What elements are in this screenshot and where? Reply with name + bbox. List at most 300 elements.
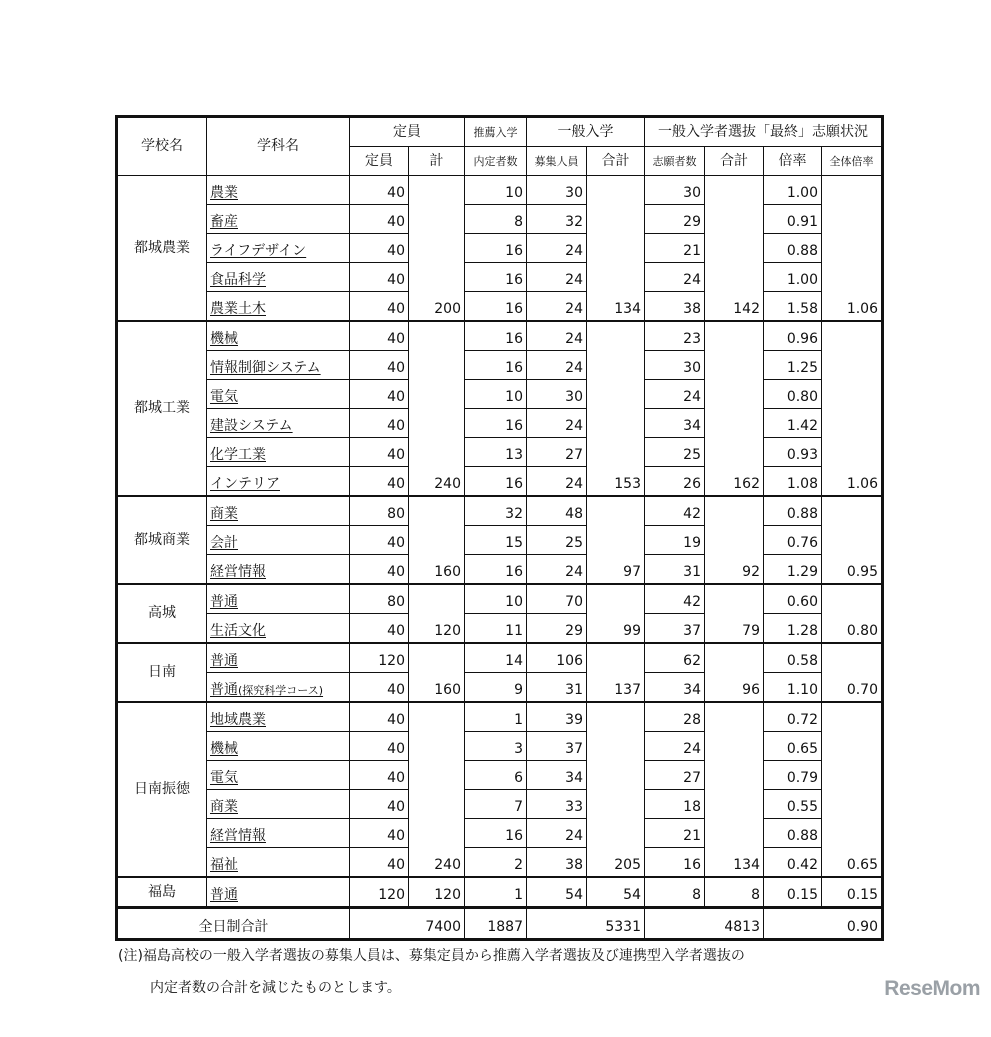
shigan-gokei-cell [705,234,764,263]
dept-name [207,205,350,234]
resemom-logo: ReseMom [884,977,980,1000]
teiin-cell: 40 [350,263,409,292]
shigan-gokei-cell [705,702,764,732]
note-line-2: 内定者数の合計を減じたものとします。 [150,980,401,996]
shigan-cell: 34 [645,673,705,703]
zentai-cell: 0.65 [822,848,883,878]
shigan-cell: 19 [645,526,705,555]
total-naitei: 1887 [465,908,527,940]
bairitsu-cell: 0.65 [764,732,822,761]
boshu-gokei-cell [587,702,645,732]
teiin-cell: 40 [350,321,409,351]
table-row [117,702,883,732]
header-ippan-group: 一般入学 [527,117,645,147]
shigan-cell: 42 [645,584,705,614]
bairitsu-cell: 0.15 [764,877,822,908]
bairitsu-cell: 1.10 [764,673,822,703]
table-row [117,496,883,526]
teiin-cell: 40 [350,467,409,497]
total-shigan-gokei: 4813 [645,908,764,940]
shigan-cell: 34 [645,409,705,438]
bairitsu-cell: 0.96 [764,321,822,351]
teiin-cell: 40 [350,702,409,732]
naitei-cell: 8 [465,205,527,234]
zentai-cell [822,321,883,351]
dept-name [207,877,350,908]
teiin-cell: 40 [350,526,409,555]
boshu-gokei-cell [587,790,645,819]
boshu-cell: 24 [527,409,587,438]
table-row [117,790,883,819]
bairitsu-cell: 0.91 [764,205,822,234]
dept-name [207,702,350,732]
table-row [117,263,883,292]
enrollment-table [115,115,884,941]
teiin-cell: 40 [350,438,409,467]
shigan-cell: 62 [645,643,705,673]
bairitsu-cell: 1.29 [764,555,822,585]
dept-label: 建設システム [210,418,293,434]
header-bairitsu: 倍率 [764,147,822,176]
shigan-cell: 29 [645,205,705,234]
table-row [117,467,883,497]
boshu-gokei-cell [587,234,645,263]
dept-name [207,673,350,703]
shigan-gokei-cell: 92 [705,555,764,585]
teiin-cell: 40 [350,673,409,703]
shigan-gokei-cell: 96 [705,673,764,703]
naitei-cell: 7 [465,790,527,819]
kei-cell [409,496,465,526]
bairitsu-cell: 0.79 [764,761,822,790]
shigan-cell: 30 [645,351,705,380]
shigan-cell: 24 [645,380,705,409]
bairitsu-cell: 0.80 [764,380,822,409]
kei-cell [409,176,465,205]
teiin-cell: 120 [350,877,409,908]
boshu-cell: 30 [527,380,587,409]
zentai-cell [822,263,883,292]
bairitsu-cell: 1.00 [764,263,822,292]
notes [118,947,980,1007]
boshu-gokei-cell [587,263,645,292]
header-suisen-group: 推薦入学 [465,117,527,147]
zentai-cell: 0.15 [822,877,883,908]
table-body [117,176,883,908]
naitei-cell: 16 [465,467,527,497]
boshu-gokei-cell: 137 [587,673,645,703]
shigan-cell: 16 [645,848,705,878]
shigan-gokei-cell: 142 [705,292,764,322]
dept-name [207,526,350,555]
dept-label: 経営情報 [210,828,266,844]
zentai-cell [822,438,883,467]
dept-label: 商業 [210,506,238,522]
shigan-cell: 37 [645,614,705,644]
dept-name [207,761,350,790]
dept-name [207,351,350,380]
dept-name [207,790,350,819]
total-kei: 7400 [350,908,465,940]
naitei-cell: 16 [465,819,527,848]
boshu-gokei-cell [587,438,645,467]
teiin-cell: 40 [350,555,409,585]
header-shigansha: 志願者数 [645,147,705,176]
teiin-cell: 40 [350,790,409,819]
naitei-cell: 16 [465,321,527,351]
shigan-cell: 25 [645,438,705,467]
dept-name [207,176,350,205]
shigan-cell: 28 [645,702,705,732]
teiin-cell: 40 [350,819,409,848]
table-row [117,584,883,614]
shigan-cell: 24 [645,263,705,292]
boshu-gokei-cell [587,643,645,673]
kei-cell: 160 [409,673,465,703]
bairitsu-cell: 1.08 [764,467,822,497]
teiin-cell: 40 [350,848,409,878]
dept-label: 普通 [210,682,238,698]
naitei-cell: 2 [465,848,527,878]
dept-name [207,380,350,409]
shigan-gokei-cell: 134 [705,848,764,878]
zentai-cell [822,819,883,848]
table-row [117,732,883,761]
kei-cell [409,263,465,292]
school-name: 高城 [117,584,207,643]
shigan-gokei-cell: 162 [705,467,764,497]
shigan-gokei-cell [705,732,764,761]
boshu-cell: 24 [527,351,587,380]
shigan-cell: 8 [645,877,705,908]
boshu-gokei-cell [587,351,645,380]
shigan-gokei-cell [705,526,764,555]
dept-name [207,321,350,351]
school-name: 日南振徳 [117,702,207,877]
kei-cell [409,438,465,467]
boshu-cell: 38 [527,848,587,878]
table-row [117,409,883,438]
boshu-gokei-cell [587,496,645,526]
bairitsu-cell: 0.60 [764,584,822,614]
kei-cell: 240 [409,467,465,497]
total-label: 全日制合計 [117,908,350,940]
boshu-cell: 24 [527,292,587,322]
table-row [117,292,883,322]
total-row [117,908,883,940]
boshu-cell: 30 [527,176,587,205]
school-name: 日南 [117,643,207,702]
zentai-cell [822,702,883,732]
dept-label: 機械 [210,741,238,757]
dept-label: 生活文化 [210,623,266,639]
table-row [117,555,883,585]
shigan-cell: 21 [645,234,705,263]
table-row [117,380,883,409]
teiin-cell: 40 [350,380,409,409]
boshu-gokei-cell: 153 [587,467,645,497]
boshu-cell: 70 [527,584,587,614]
zentai-cell: 1.06 [822,292,883,322]
header-shigan-group: 一般入学者選抜「最終」志願状況 [645,117,883,147]
boshu-gokei-cell: 134 [587,292,645,322]
dept-name [207,409,350,438]
total-boshu-gokei: 5331 [527,908,645,940]
teiin-cell: 40 [350,614,409,644]
boshu-gokei-cell [587,526,645,555]
bairitsu-cell: 1.58 [764,292,822,322]
kei-cell [409,732,465,761]
kei-cell [409,790,465,819]
naitei-cell: 10 [465,584,527,614]
dept-label: インテリア [210,476,280,492]
boshu-gokei-cell: 97 [587,555,645,585]
shigan-cell: 18 [645,790,705,819]
header-shigan-gokei: 合計 [705,147,764,176]
dept-name [207,643,350,673]
teiin-cell: 40 [350,351,409,380]
dept-label: 畜産 [210,214,238,230]
boshu-cell: 24 [527,234,587,263]
boshu-cell: 32 [527,205,587,234]
shigan-gokei-cell [705,643,764,673]
table-row [117,761,883,790]
kei-cell [409,351,465,380]
naitei-cell: 16 [465,555,527,585]
table-row [117,673,883,703]
boshu-gokei-cell [587,176,645,205]
kei-cell [409,409,465,438]
boshu-gokei-cell [587,761,645,790]
boshu-cell: 24 [527,467,587,497]
boshu-gokei-cell: 99 [587,614,645,644]
naitei-cell: 10 [465,380,527,409]
shigan-gokei-cell [705,496,764,526]
dept-name [207,438,350,467]
kei-cell [409,702,465,732]
header-dept: 学科名 [207,117,350,176]
bairitsu-cell: 0.88 [764,819,822,848]
school-name: 都城商業 [117,496,207,584]
boshu-cell: 39 [527,702,587,732]
kei-cell [409,761,465,790]
naitei-cell: 13 [465,438,527,467]
school-name: 都城工業 [117,321,207,496]
teiin-cell: 40 [350,292,409,322]
boshu-cell: 24 [527,555,587,585]
kei-cell: 120 [409,614,465,644]
dept-name [207,819,350,848]
kei-cell: 120 [409,877,465,908]
bairitsu-cell: 1.25 [764,351,822,380]
teiin-cell: 40 [350,409,409,438]
zentai-cell [822,176,883,205]
boshu-cell: 34 [527,761,587,790]
shigan-gokei-cell [705,409,764,438]
bairitsu-cell: 1.42 [764,409,822,438]
boshu-cell: 24 [527,321,587,351]
header-naitei: 内定者数 [465,147,527,176]
dept-name [207,496,350,526]
shigan-gokei-cell: 79 [705,614,764,644]
zentai-cell [822,380,883,409]
dept-label: 農業 [210,185,238,201]
zentai-cell: 0.95 [822,555,883,585]
teiin-cell: 40 [350,205,409,234]
kei-cell [409,234,465,263]
dept-label: 普通 [210,653,238,669]
boshu-cell: 48 [527,496,587,526]
dept-label: 機械 [210,331,238,347]
bairitsu-cell: 0.58 [764,643,822,673]
dept-name [207,848,350,878]
zentai-cell [822,790,883,819]
table-row [117,877,883,908]
naitei-cell: 1 [465,702,527,732]
table-row [117,819,883,848]
dept-name [207,467,350,497]
zentai-cell [822,643,883,673]
kei-cell: 240 [409,848,465,878]
dept-label: 農業土木 [210,301,266,317]
kei-cell [409,819,465,848]
shigan-cell: 21 [645,819,705,848]
boshu-cell: 27 [527,438,587,467]
school-name: 福島 [117,877,207,908]
shigan-gokei-cell [705,761,764,790]
shigan-gokei-cell [705,790,764,819]
zentai-cell [822,584,883,614]
zentai-cell [822,234,883,263]
zentai-cell [822,761,883,790]
bairitsu-cell: 0.93 [764,438,822,467]
naitei-cell: 3 [465,732,527,761]
naitei-cell: 32 [465,496,527,526]
header-zentai: 全体倍率 [822,147,883,176]
kei-cell [409,380,465,409]
bairitsu-cell: 1.28 [764,614,822,644]
naitei-cell: 15 [465,526,527,555]
kei-cell [409,526,465,555]
boshu-cell: 29 [527,614,587,644]
dept-name [207,555,350,585]
teiin-cell: 40 [350,234,409,263]
naitei-cell: 1 [465,877,527,908]
naitei-cell: 9 [465,673,527,703]
header-teiin-group: 定員 [350,117,465,147]
teiin-cell: 80 [350,496,409,526]
header-gokei: 合計 [587,147,645,176]
shigan-gokei-cell [705,351,764,380]
shigan-gokei-cell [705,819,764,848]
zentai-cell: 0.80 [822,614,883,644]
shigan-gokei-cell [705,380,764,409]
kei-cell [409,643,465,673]
zentai-cell [822,205,883,234]
boshu-cell: 24 [527,263,587,292]
boshu-cell: 106 [527,643,587,673]
table-row [117,614,883,644]
dept-label: 経営情報 [210,564,266,580]
bairitsu-cell: 0.55 [764,790,822,819]
header-kei: 計 [409,147,465,176]
zentai-cell [822,496,883,526]
dept-suffix: (探究科学コース) [238,684,324,697]
boshu-gokei-cell [587,732,645,761]
header-teiin: 定員 [350,147,409,176]
dept-label: 電気 [210,770,238,786]
shigan-cell: 26 [645,467,705,497]
note-line-1: (注)福島高校の一般入学者選抜の募集人員は、募集定員から推薦入学者選抜及び連携型入学者選抜の [118,948,745,964]
boshu-gokei-cell: 54 [587,877,645,908]
total-zentai: 0.90 [764,908,883,940]
table-row [117,234,883,263]
zentai-cell: 1.06 [822,467,883,497]
shigan-gokei-cell [705,263,764,292]
boshu-gokei-cell [587,321,645,351]
bairitsu-cell: 0.88 [764,496,822,526]
boshu-cell: 37 [527,732,587,761]
shigan-cell: 24 [645,732,705,761]
dept-label: 化学工業 [210,447,266,463]
boshu-gokei-cell [587,205,645,234]
naitei-cell: 16 [465,409,527,438]
naitei-cell: 6 [465,761,527,790]
naitei-cell: 16 [465,351,527,380]
table-row [117,176,883,205]
naitei-cell: 10 [465,176,527,205]
dept-name [207,614,350,644]
shigan-cell: 31 [645,555,705,585]
shigan-gokei-cell [705,205,764,234]
dept-label: 電気 [210,389,238,405]
naitei-cell: 11 [465,614,527,644]
teiin-cell: 40 [350,732,409,761]
zentai-cell [822,409,883,438]
bairitsu-cell: 0.72 [764,702,822,732]
naitei-cell: 16 [465,234,527,263]
shigan-gokei-cell [705,321,764,351]
boshu-cell: 54 [527,877,587,908]
boshu-cell: 33 [527,790,587,819]
dept-label: 食品科学 [210,272,266,288]
boshu-cell: 31 [527,673,587,703]
boshu-gokei-cell [587,409,645,438]
shigan-cell: 30 [645,176,705,205]
zentai-cell [822,526,883,555]
boshu-gokei-cell [587,819,645,848]
naitei-cell: 14 [465,643,527,673]
boshu-gokei-cell: 205 [587,848,645,878]
dept-label: 普通 [210,887,238,903]
teiin-cell: 40 [350,176,409,205]
dept-label: 福祉 [210,857,238,873]
boshu-cell: 25 [527,526,587,555]
teiin-cell: 80 [350,584,409,614]
shigan-gokei-cell [705,176,764,205]
dept-label: 情報制御システム [210,360,321,376]
boshu-gokei-cell [587,584,645,614]
kei-cell [409,321,465,351]
table-row [117,526,883,555]
table-row [117,848,883,878]
bairitsu-cell: 0.76 [764,526,822,555]
boshu-gokei-cell [587,380,645,409]
table-row [117,321,883,351]
teiin-cell: 40 [350,761,409,790]
dept-name [207,263,350,292]
school-name: 都城農業 [117,176,207,322]
